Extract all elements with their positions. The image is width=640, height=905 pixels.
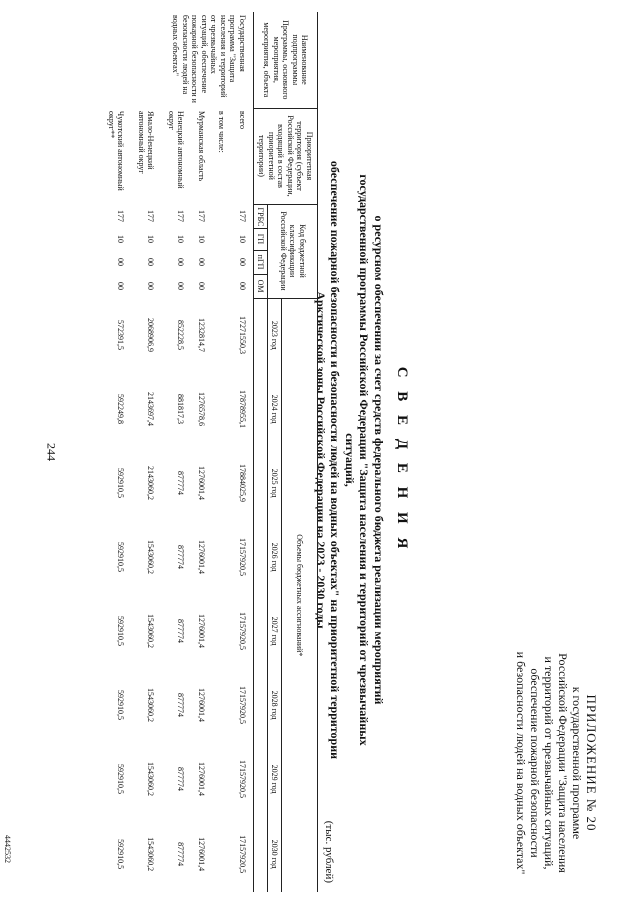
value-cell: 877774 [176, 693, 186, 718]
grbs-cell: 177 [197, 210, 206, 222]
value-cell: 17878955,1 [238, 390, 247, 429]
gp-cell [212, 228, 233, 250]
grbs-cell [212, 204, 233, 228]
budget-table [102, 12, 319, 892]
header-year-2026: 2026 год [268, 520, 282, 594]
value-cell: 2068906,9 [146, 318, 156, 353]
table-header-row [282, 12, 318, 892]
om-cell: 00 [176, 282, 186, 291]
value-cell: 17157920,5 [238, 760, 247, 799]
value-cell: 592910,5 [116, 690, 126, 721]
subtitle-line: государственной программы Российской Федерации "Защита населения и территорий от чрезвычайных ситуаций, [343, 174, 372, 746]
value-cell: 877774 [176, 545, 186, 570]
units-label: (тыс. рублей) [323, 820, 335, 883]
om-cell: 00 [116, 282, 126, 291]
table-row [102, 12, 132, 892]
header-grbs: ГРБС [254, 204, 268, 228]
value-cell: 1543060,2 [146, 688, 156, 723]
value-cell: 592910,5 [116, 616, 126, 647]
gp-cell: 10 [238, 235, 247, 243]
value-cell: 1276001,4 [197, 762, 206, 797]
territory-cell: Мурманская область [197, 111, 206, 182]
value-cell: 17157920,5 [238, 686, 247, 725]
document-title: С В Е Д Е Н И Я [394, 366, 410, 554]
program-name-cell: Государственная программа "Защита населения и территорий от чрезвычайных ситуаций, обеспечение пожарной безопасности и безопасности людей на водных объектах" [171, 15, 247, 103]
value-cell: 2143697,4 [146, 392, 156, 427]
value-cell: 877774 [176, 767, 186, 792]
pgp-cell: 00 [238, 258, 247, 266]
value-cell: 592910,5 [116, 542, 126, 573]
document-subtitle [314, 150, 387, 770]
value-cell: 1276578,6 [197, 392, 206, 427]
grbs-cell: 177 [176, 210, 186, 222]
value-cell: 17157920,5 [238, 612, 247, 651]
table-row [132, 12, 162, 892]
value-cell: 2143060,2 [146, 466, 156, 501]
territory-cell: Ненецкий автономный округ [167, 111, 186, 189]
territory-cell: всего [238, 111, 247, 130]
pgp-cell: 00 [176, 258, 186, 266]
appendix-line: к государственной программе [570, 686, 584, 840]
territory-cell: Чукотский автономный округ** [107, 111, 126, 191]
territory-cell: Ямало-Ненецкий автономный округ [137, 111, 156, 174]
value-cell: 1276001,4 [197, 466, 206, 501]
pgp-cell: 00 [146, 258, 156, 266]
subtitle-line: о ресурсном обеспечении за счет средств федерального бюджета реализации мероприятий [372, 215, 386, 705]
gp-cell: 10 [146, 235, 156, 243]
value-cell: 1543060,2 [146, 837, 156, 872]
value-cell: 17884025,9 [238, 464, 247, 503]
header-year-2029: 2029 год [268, 742, 282, 816]
table-row [192, 12, 213, 892]
value-cell: 1276001,4 [197, 540, 206, 575]
header-pgp: пГП [254, 250, 268, 274]
appendix-line: обеспечение пожарной безопасности [528, 668, 542, 858]
value-cell: 592249,8 [116, 394, 126, 425]
value-cell [212, 668, 233, 742]
header-gp: ГП [254, 228, 268, 250]
gp-cell: 10 [176, 235, 186, 243]
value-cell [212, 742, 233, 816]
appendix-line: и территорий от чрезвычайных ситуаций, [542, 656, 556, 870]
value-cell: 592910,5 [116, 764, 126, 795]
value-cell: 877774 [176, 619, 186, 644]
page-number: 244 [44, 443, 59, 461]
grbs-cell: 177 [116, 210, 126, 222]
pgp-cell: 00 [116, 258, 126, 266]
document-stamp-number: 4442532 [3, 835, 12, 863]
value-cell: 592910,5 [116, 839, 126, 870]
appendix-title: ПРИЛОЖЕНИЕ № 20 [584, 694, 599, 832]
gp-cell: 10 [116, 235, 126, 243]
value-cell: 17271550,3 [238, 316, 247, 355]
value-cell: 17157920,5 [238, 538, 247, 577]
value-cell: 877774 [176, 471, 186, 496]
value-cell: 17157920,5 [238, 835, 247, 874]
appendix-block [514, 643, 598, 883]
om-cell [212, 274, 233, 298]
table-row [162, 12, 192, 892]
subtitle-line: обеспечение пожарной безопасности и безопасности людей на водных объектах" на приоритетной территории [328, 160, 343, 760]
header-year-2023: 2023 год [268, 298, 282, 372]
table-row [212, 12, 233, 892]
om-cell: 00 [197, 282, 206, 291]
pgp-cell: 00 [197, 258, 206, 266]
header-year-2028: 2028 год [268, 668, 282, 742]
subtitle-line: Арктической зоны Российской Федерации на 2023 - 2030 годы [314, 291, 328, 629]
header-spacer [254, 298, 268, 892]
value-cell: 881817,3 [176, 394, 186, 425]
value-cell [212, 372, 233, 446]
grbs-cell: 177 [238, 210, 247, 222]
header-volumes-group: Объемы бюджетных ассигнований* [282, 298, 318, 892]
value-cell: 592910,5 [116, 468, 126, 499]
value-cell: 572391,5 [116, 320, 126, 351]
gp-cell: 10 [197, 235, 206, 243]
om-cell: 00 [238, 282, 247, 291]
pgp-cell [212, 250, 233, 274]
grbs-cell: 177 [146, 210, 156, 222]
value-cell [212, 298, 233, 372]
territory-cell: в том числе: [217, 111, 227, 153]
value-cell [212, 520, 233, 594]
header-territory-column: Приоритетная территория (субъект Российской Федерации, входящий в состав приоритетной территории) [254, 108, 318, 204]
header-year-2027: 2027 год [268, 594, 282, 668]
appendix-line: Российской Федерации "Защита населения [556, 653, 570, 873]
value-cell: 1543060,2 [146, 762, 156, 797]
value-cell: 1276001,4 [197, 614, 206, 649]
value-cell: 1276001,4 [197, 688, 206, 723]
header-year-2024: 2024 год [268, 372, 282, 446]
header-name-column: Наименование подпрограммы Программы, основного мероприятия, мероприятия, объекта [254, 12, 318, 108]
value-cell: 852228,5 [176, 320, 186, 351]
appendix-line: и безопасности людей на водных объектах" [514, 651, 528, 875]
header-om: ОМ [254, 274, 268, 298]
value-cell: 1232814,7 [197, 318, 206, 353]
value-cell: 877774 [176, 842, 186, 867]
header-code-group: Код бюджетной классификации Российской Федерации [268, 204, 318, 298]
value-cell: 1543060,2 [146, 540, 156, 575]
value-cell [212, 594, 233, 668]
value-cell [212, 816, 233, 892]
value-cell [212, 446, 233, 520]
om-cell: 00 [146, 282, 156, 291]
value-cell: 1276001,4 [197, 837, 206, 872]
header-year-2025: 2025 год [268, 446, 282, 520]
value-cell: 1543060,2 [146, 614, 156, 649]
header-year-2030: 2030 год [268, 816, 282, 892]
table-row [233, 12, 254, 892]
